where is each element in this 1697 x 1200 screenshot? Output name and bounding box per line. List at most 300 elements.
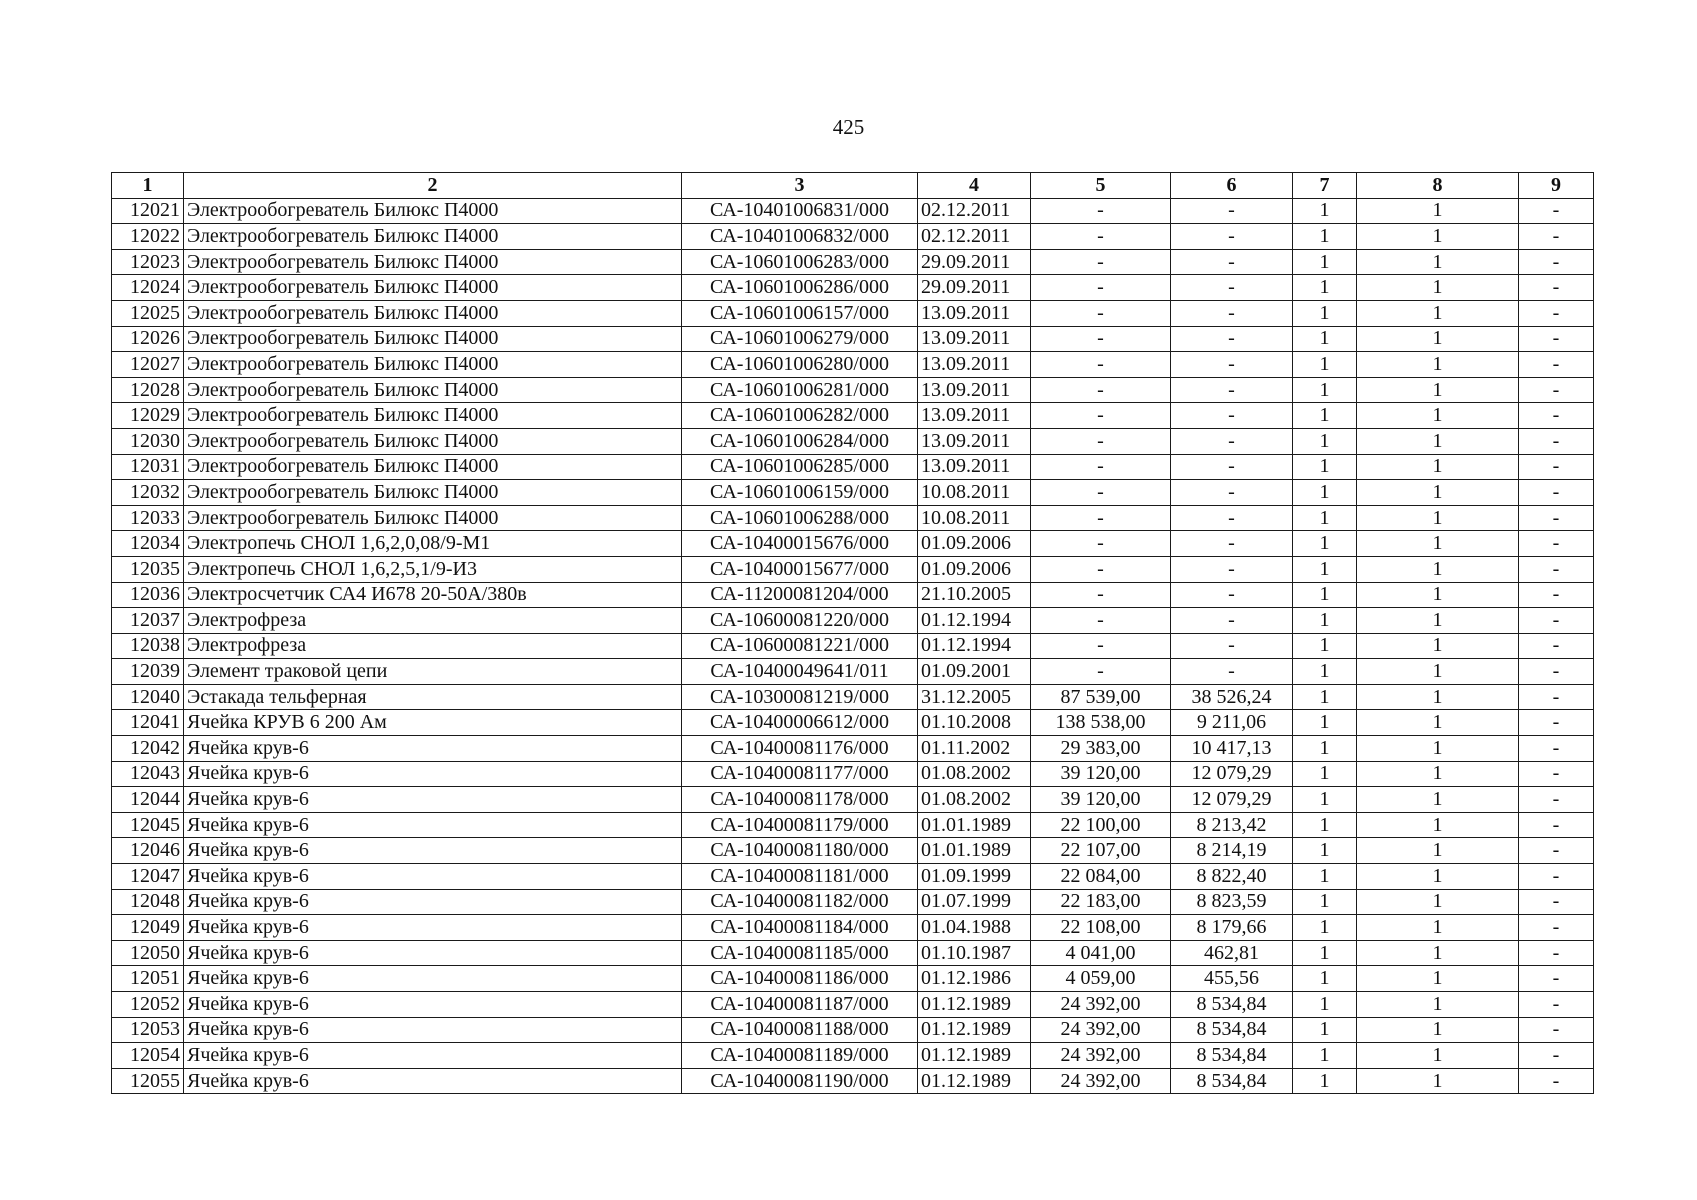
cell-row-number: 12042	[112, 736, 184, 762]
cell-row-number: 12038	[112, 633, 184, 659]
table-row	[112, 1043, 1594, 1069]
cell-note: -	[1519, 608, 1594, 634]
cell-value-initial: -	[1031, 352, 1171, 378]
cell-date: 02.12.2011	[918, 198, 1031, 224]
cell-value-initial: -	[1031, 659, 1171, 685]
cell-note: -	[1519, 454, 1594, 480]
cell-date: 01.04.1988	[918, 915, 1031, 941]
cell-quantity-b: 1	[1357, 1017, 1519, 1043]
cell-value-initial: 4 041,00	[1031, 940, 1171, 966]
cell-quantity-b: 1	[1357, 505, 1519, 531]
cell-value-residual: -	[1171, 275, 1293, 301]
page-number: 425	[832, 115, 865, 139]
cell-inventory-code: СА-10400081182/000	[682, 889, 918, 915]
cell-note: -	[1519, 940, 1594, 966]
cell-inventory-code: СА-10400081180/000	[682, 838, 918, 864]
cell-inventory-code: СА-10601006281/000	[682, 377, 918, 403]
cell-value-residual: 8 179,66	[1171, 915, 1293, 941]
cell-quantity-a: 1	[1293, 1043, 1357, 1069]
table-row	[112, 838, 1594, 864]
cell-value-residual: 12 079,29	[1171, 787, 1293, 813]
cell-row-number: 12026	[112, 326, 184, 352]
cell-date: 10.08.2011	[918, 480, 1031, 506]
table-row	[112, 787, 1594, 813]
cell-value-residual: -	[1171, 428, 1293, 454]
cell-value-residual: -	[1171, 505, 1293, 531]
cell-item-name: Ячейка крув-6	[184, 1017, 682, 1043]
cell-value-initial: 22 183,00	[1031, 889, 1171, 915]
cell-quantity-a: 1	[1293, 915, 1357, 941]
cell-date: 01.09.2001	[918, 659, 1031, 685]
cell-row-number: 12040	[112, 684, 184, 710]
cell-value-initial: 22 084,00	[1031, 864, 1171, 890]
cell-value-initial: -	[1031, 582, 1171, 608]
cell-note: -	[1519, 198, 1594, 224]
cell-quantity-b: 1	[1357, 480, 1519, 506]
cell-row-number: 12031	[112, 454, 184, 480]
cell-date: 01.12.1994	[918, 633, 1031, 659]
table-row	[112, 249, 1594, 275]
cell-inventory-code: СА-10601006288/000	[682, 505, 918, 531]
table-row	[112, 1017, 1594, 1043]
cell-note: -	[1519, 889, 1594, 915]
cell-value-residual: 8 534,84	[1171, 1017, 1293, 1043]
cell-value-initial: 4 059,00	[1031, 966, 1171, 992]
cell-quantity-b: 1	[1357, 198, 1519, 224]
cell-quantity-b: 1	[1357, 915, 1519, 941]
cell-note: -	[1519, 659, 1594, 685]
cell-value-initial: -	[1031, 300, 1171, 326]
cell-item-name: Ячейка крув-6	[184, 1068, 682, 1094]
cell-value-initial: 22 100,00	[1031, 812, 1171, 838]
cell-date: 02.12.2011	[918, 224, 1031, 250]
cell-item-name: Электропечь СНОЛ 1,6,2,5,1/9-И3	[184, 556, 682, 582]
cell-note: -	[1519, 428, 1594, 454]
cell-quantity-b: 1	[1357, 864, 1519, 890]
cell-quantity-a: 1	[1293, 659, 1357, 685]
table-row	[112, 966, 1594, 992]
cell-inventory-code: СА-10601006282/000	[682, 403, 918, 429]
cell-inventory-code: СА-10601006284/000	[682, 428, 918, 454]
cell-quantity-a: 1	[1293, 531, 1357, 557]
cell-quantity-a: 1	[1293, 864, 1357, 890]
cell-value-initial: 24 392,00	[1031, 992, 1171, 1018]
cell-value-initial: 24 392,00	[1031, 1068, 1171, 1094]
cell-item-name: Электрообогреватель Билюкс П4000	[184, 249, 682, 275]
cell-quantity-b: 1	[1357, 684, 1519, 710]
table-row	[112, 812, 1594, 838]
cell-value-residual: -	[1171, 326, 1293, 352]
cell-value-initial: 22 108,00	[1031, 915, 1171, 941]
cell-quantity-a: 1	[1293, 198, 1357, 224]
cell-item-name: Элемент траковой цепи	[184, 659, 682, 685]
cell-quantity-b: 1	[1357, 403, 1519, 429]
cell-inventory-code: СА-10601006280/000	[682, 352, 918, 378]
cell-quantity-b: 1	[1357, 454, 1519, 480]
cell-item-name: Электрообогреватель Билюкс П4000	[184, 198, 682, 224]
cell-note: -	[1519, 505, 1594, 531]
cell-row-number: 12021	[112, 198, 184, 224]
cell-row-number: 12052	[112, 992, 184, 1018]
cell-note: -	[1519, 556, 1594, 582]
cell-row-number: 12033	[112, 505, 184, 531]
cell-date: 01.11.2002	[918, 736, 1031, 762]
cell-note: -	[1519, 326, 1594, 352]
cell-quantity-b: 1	[1357, 710, 1519, 736]
cell-quantity-a: 1	[1293, 966, 1357, 992]
cell-date: 13.09.2011	[918, 377, 1031, 403]
cell-inventory-code: СА-10400081185/000	[682, 940, 918, 966]
cell-date: 01.09.2006	[918, 556, 1031, 582]
cell-value-residual: -	[1171, 198, 1293, 224]
cell-note: -	[1519, 838, 1594, 864]
cell-value-initial: 24 392,00	[1031, 1017, 1171, 1043]
cell-date: 01.12.1989	[918, 992, 1031, 1018]
cell-quantity-a: 1	[1293, 812, 1357, 838]
cell-quantity-b: 1	[1357, 736, 1519, 762]
cell-quantity-b: 1	[1357, 249, 1519, 275]
cell-inventory-code: СА-10400081190/000	[682, 1068, 918, 1094]
cell-quantity-a: 1	[1293, 556, 1357, 582]
cell-quantity-a: 1	[1293, 684, 1357, 710]
cell-item-name: Электрообогреватель Билюкс П4000	[184, 224, 682, 250]
cell-item-name: Электрофреза	[184, 608, 682, 634]
cell-date: 01.08.2002	[918, 787, 1031, 813]
cell-inventory-code: СА-10400015676/000	[682, 531, 918, 557]
cell-value-residual: 38 526,24	[1171, 684, 1293, 710]
cell-quantity-b: 1	[1357, 556, 1519, 582]
cell-value-initial: -	[1031, 249, 1171, 275]
cell-date: 13.09.2011	[918, 428, 1031, 454]
cell-note: -	[1519, 1017, 1594, 1043]
cell-note: -	[1519, 249, 1594, 275]
cell-date: 01.12.1986	[918, 966, 1031, 992]
cell-row-number: 12050	[112, 940, 184, 966]
cell-quantity-b: 1	[1357, 428, 1519, 454]
cell-item-name: Электрообогреватель Билюкс П4000	[184, 326, 682, 352]
cell-quantity-b: 1	[1357, 300, 1519, 326]
cell-value-initial: -	[1031, 454, 1171, 480]
cell-inventory-code: СА-10400006612/000	[682, 710, 918, 736]
cell-date: 01.01.1989	[918, 838, 1031, 864]
cell-value-initial: -	[1031, 198, 1171, 224]
cell-row-number: 12049	[112, 915, 184, 941]
table-row	[112, 915, 1594, 941]
cell-item-name: Электрообогреватель Билюкс П4000	[184, 403, 682, 429]
table-body	[112, 198, 1594, 1094]
column-header-8: 8	[1357, 173, 1519, 199]
table-row	[112, 582, 1594, 608]
cell-inventory-code: СА-10601006279/000	[682, 326, 918, 352]
table-row	[112, 684, 1594, 710]
cell-value-initial: -	[1031, 428, 1171, 454]
cell-note: -	[1519, 915, 1594, 941]
cell-note: -	[1519, 812, 1594, 838]
cell-row-number: 12043	[112, 761, 184, 787]
cell-item-name: Электрообогреватель Билюкс П4000	[184, 275, 682, 301]
cell-note: -	[1519, 275, 1594, 301]
cell-date: 13.09.2011	[918, 352, 1031, 378]
cell-note: -	[1519, 1068, 1594, 1094]
cell-note: -	[1519, 582, 1594, 608]
cell-value-residual: -	[1171, 352, 1293, 378]
cell-value-residual: 8 214,19	[1171, 838, 1293, 864]
cell-quantity-b: 1	[1357, 812, 1519, 838]
cell-value-residual: 8 534,84	[1171, 992, 1293, 1018]
column-header-6: 6	[1171, 173, 1293, 199]
cell-quantity-b: 1	[1357, 326, 1519, 352]
column-header-3: 3	[682, 173, 918, 199]
cell-row-number: 12027	[112, 352, 184, 378]
cell-row-number: 12025	[112, 300, 184, 326]
cell-value-initial: -	[1031, 556, 1171, 582]
cell-row-number: 12053	[112, 1017, 184, 1043]
cell-row-number: 12036	[112, 582, 184, 608]
cell-quantity-a: 1	[1293, 326, 1357, 352]
cell-inventory-code: СА-10400081186/000	[682, 966, 918, 992]
cell-value-residual: 455,56	[1171, 966, 1293, 992]
cell-inventory-code: СА-11200081204/000	[682, 582, 918, 608]
cell-row-number: 12035	[112, 556, 184, 582]
cell-quantity-a: 1	[1293, 608, 1357, 634]
cell-note: -	[1519, 736, 1594, 762]
cell-date: 01.10.1987	[918, 940, 1031, 966]
cell-item-name: Электрофреза	[184, 633, 682, 659]
cell-date: 01.12.1994	[918, 608, 1031, 634]
cell-quantity-b: 1	[1357, 531, 1519, 557]
cell-inventory-code: СА-10400081184/000	[682, 915, 918, 941]
cell-row-number: 12039	[112, 659, 184, 685]
cell-value-residual: -	[1171, 377, 1293, 403]
cell-row-number: 12024	[112, 275, 184, 301]
cell-value-residual: 8 823,59	[1171, 889, 1293, 915]
cell-inventory-code: СА-10601006159/000	[682, 480, 918, 506]
cell-value-initial: -	[1031, 377, 1171, 403]
table-row	[112, 198, 1594, 224]
cell-item-name: Электрообогреватель Билюкс П4000	[184, 300, 682, 326]
cell-note: -	[1519, 377, 1594, 403]
cell-quantity-a: 1	[1293, 889, 1357, 915]
cell-date: 31.12.2005	[918, 684, 1031, 710]
cell-item-name: Ячейка крув-6	[184, 1043, 682, 1069]
table-row	[112, 608, 1594, 634]
cell-inventory-code: СА-10400081177/000	[682, 761, 918, 787]
table-row	[112, 710, 1594, 736]
cell-inventory-code: СА-10400049641/011	[682, 659, 918, 685]
cell-inventory-code: СА-10400081189/000	[682, 1043, 918, 1069]
cell-item-name: Электрообогреватель Билюкс П4000	[184, 352, 682, 378]
cell-date: 29.09.2011	[918, 275, 1031, 301]
cell-item-name: Электрообогреватель Билюкс П4000	[184, 377, 682, 403]
cell-row-number: 12041	[112, 710, 184, 736]
table-row	[112, 889, 1594, 915]
cell-quantity-a: 1	[1293, 1017, 1357, 1043]
cell-date: 01.09.1999	[918, 864, 1031, 890]
cell-quantity-b: 1	[1357, 761, 1519, 787]
cell-value-initial: 87 539,00	[1031, 684, 1171, 710]
cell-note: -	[1519, 300, 1594, 326]
cell-value-initial: 22 107,00	[1031, 838, 1171, 864]
cell-inventory-code: СА-10601006285/000	[682, 454, 918, 480]
table-header-row	[112, 173, 1594, 199]
cell-note: -	[1519, 1043, 1594, 1069]
cell-item-name: Электропечь СНОЛ 1,6,2,0,08/9-М1	[184, 531, 682, 557]
cell-value-initial: -	[1031, 403, 1171, 429]
table-row	[112, 531, 1594, 557]
cell-quantity-b: 1	[1357, 275, 1519, 301]
cell-value-residual: -	[1171, 633, 1293, 659]
cell-value-residual: -	[1171, 608, 1293, 634]
cell-note: -	[1519, 633, 1594, 659]
cell-value-initial: -	[1031, 505, 1171, 531]
cell-row-number: 12054	[112, 1043, 184, 1069]
table-row	[112, 403, 1594, 429]
cell-date: 01.12.1989	[918, 1043, 1031, 1069]
cell-quantity-b: 1	[1357, 352, 1519, 378]
cell-inventory-code: СА-10400081187/000	[682, 992, 918, 1018]
cell-item-name: Ячейка крув-6	[184, 966, 682, 992]
cell-value-residual: -	[1171, 454, 1293, 480]
cell-quantity-b: 1	[1357, 992, 1519, 1018]
cell-quantity-b: 1	[1357, 1068, 1519, 1094]
cell-inventory-code: СА-10600081220/000	[682, 608, 918, 634]
cell-inventory-code: СА-10400081179/000	[682, 812, 918, 838]
cell-note: -	[1519, 352, 1594, 378]
cell-item-name: Ячейка крув-6	[184, 992, 682, 1018]
cell-quantity-b: 1	[1357, 940, 1519, 966]
cell-row-number: 12055	[112, 1068, 184, 1094]
table-row	[112, 659, 1594, 685]
table-row	[112, 326, 1594, 352]
cell-quantity-b: 1	[1357, 838, 1519, 864]
cell-quantity-a: 1	[1293, 992, 1357, 1018]
table-row	[112, 940, 1594, 966]
asset-registry-table	[111, 172, 1594, 1094]
cell-value-residual: -	[1171, 249, 1293, 275]
cell-inventory-code: СА-10400081181/000	[682, 864, 918, 890]
table-row	[112, 224, 1594, 250]
cell-value-residual: -	[1171, 582, 1293, 608]
cell-quantity-a: 1	[1293, 224, 1357, 250]
table-row	[112, 761, 1594, 787]
cell-inventory-code: СА-10400081188/000	[682, 1017, 918, 1043]
cell-value-residual: 10 417,13	[1171, 736, 1293, 762]
cell-item-name: Электрообогреватель Билюкс П4000	[184, 480, 682, 506]
cell-value-residual: -	[1171, 480, 1293, 506]
cell-inventory-code: СА-10601006157/000	[682, 300, 918, 326]
cell-value-initial: -	[1031, 275, 1171, 301]
column-header-9: 9	[1519, 173, 1594, 199]
cell-date: 13.09.2011	[918, 454, 1031, 480]
cell-quantity-a: 1	[1293, 249, 1357, 275]
cell-row-number: 12023	[112, 249, 184, 275]
cell-quantity-a: 1	[1293, 480, 1357, 506]
cell-quantity-b: 1	[1357, 582, 1519, 608]
cell-inventory-code: СА-10300081219/000	[682, 684, 918, 710]
cell-note: -	[1519, 787, 1594, 813]
table-row	[112, 454, 1594, 480]
cell-row-number: 12048	[112, 889, 184, 915]
cell-value-residual: 8 213,42	[1171, 812, 1293, 838]
cell-quantity-b: 1	[1357, 633, 1519, 659]
table-row	[112, 300, 1594, 326]
cell-value-initial: -	[1031, 224, 1171, 250]
cell-row-number: 12032	[112, 480, 184, 506]
cell-value-residual: -	[1171, 403, 1293, 429]
cell-row-number: 12047	[112, 864, 184, 890]
cell-quantity-b: 1	[1357, 377, 1519, 403]
cell-value-residual: 9 211,06	[1171, 710, 1293, 736]
cell-row-number: 12022	[112, 224, 184, 250]
table-row	[112, 480, 1594, 506]
cell-inventory-code: СА-10401006832/000	[682, 224, 918, 250]
cell-value-residual: -	[1171, 531, 1293, 557]
cell-quantity-a: 1	[1293, 761, 1357, 787]
cell-value-residual: -	[1171, 224, 1293, 250]
cell-date: 01.07.1999	[918, 889, 1031, 915]
cell-note: -	[1519, 531, 1594, 557]
cell-inventory-code: СА-10601006283/000	[682, 249, 918, 275]
cell-item-name: Ячейка крув-6	[184, 761, 682, 787]
cell-quantity-a: 1	[1293, 377, 1357, 403]
cell-value-initial: -	[1031, 326, 1171, 352]
cell-value-initial: 39 120,00	[1031, 761, 1171, 787]
table-row	[112, 864, 1594, 890]
cell-item-name: Ячейка крув-6	[184, 915, 682, 941]
cell-quantity-a: 1	[1293, 633, 1357, 659]
cell-quantity-a: 1	[1293, 454, 1357, 480]
cell-row-number: 12045	[112, 812, 184, 838]
cell-quantity-a: 1	[1293, 710, 1357, 736]
cell-note: -	[1519, 684, 1594, 710]
table-row	[112, 992, 1594, 1018]
cell-value-initial: -	[1031, 480, 1171, 506]
table-row	[112, 428, 1594, 454]
cell-value-residual: 12 079,29	[1171, 761, 1293, 787]
cell-item-name: Эстакада тельферная	[184, 684, 682, 710]
cell-date: 13.09.2011	[918, 326, 1031, 352]
cell-quantity-a: 1	[1293, 428, 1357, 454]
cell-value-initial: -	[1031, 608, 1171, 634]
cell-date: 01.10.2008	[918, 710, 1031, 736]
cell-value-residual: -	[1171, 556, 1293, 582]
cell-row-number: 12029	[112, 403, 184, 429]
cell-quantity-b: 1	[1357, 659, 1519, 685]
cell-item-name: Ячейка крув-6	[184, 864, 682, 890]
cell-note: -	[1519, 710, 1594, 736]
cell-quantity-b: 1	[1357, 608, 1519, 634]
table-row	[112, 556, 1594, 582]
table-row	[112, 505, 1594, 531]
cell-note: -	[1519, 992, 1594, 1018]
table-row	[112, 736, 1594, 762]
cell-value-residual: 8 534,84	[1171, 1043, 1293, 1069]
cell-value-residual: 8 822,40	[1171, 864, 1293, 890]
cell-row-number: 12034	[112, 531, 184, 557]
cell-item-name: Ячейка крув-6	[184, 838, 682, 864]
cell-item-name: Электрообогреватель Билюкс П4000	[184, 505, 682, 531]
cell-row-number: 12028	[112, 377, 184, 403]
cell-date: 21.10.2005	[918, 582, 1031, 608]
cell-quantity-b: 1	[1357, 787, 1519, 813]
cell-date: 13.09.2011	[918, 300, 1031, 326]
cell-quantity-a: 1	[1293, 940, 1357, 966]
cell-quantity-a: 1	[1293, 352, 1357, 378]
cell-note: -	[1519, 224, 1594, 250]
cell-note: -	[1519, 864, 1594, 890]
cell-item-name: Ячейка крув-6	[184, 787, 682, 813]
column-header-7: 7	[1293, 173, 1357, 199]
